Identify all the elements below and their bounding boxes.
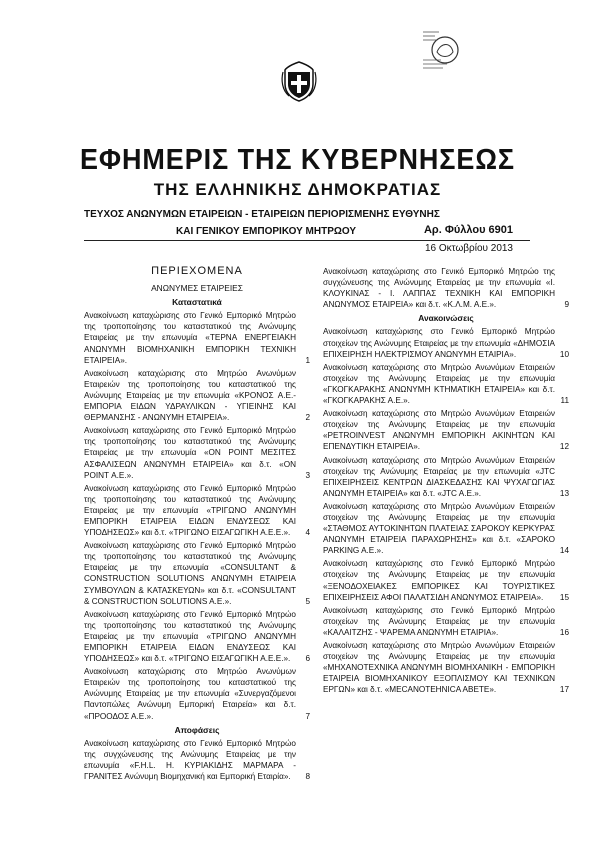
toc-entry-page: 9 (564, 300, 569, 310)
toc-entry-text: Ανακοίνωση καταχώρισης στο Γενικό Εμπορικό Μητρώο στοιχείων της Ανώνυμης Εταιρείας με την επωνυμία «ΚΑΛΑΙΤΖΗΣ - ΨΑΡΕΜΑ ΑΝΩΝΥΜΗ ΕΤΑΙΡΙΑ». (323, 605, 555, 637)
toc-entry[interactable] (84, 310, 310, 365)
toc-entry[interactable] (323, 501, 569, 556)
toc-entry-text: Ανακοίνωση καταχώρισης στο Μητρώο Ανωνύμων Εταιρειών στοιχείων της Ανώνυμης Εταιρείας με την επωνυμία «ΓΚΟΓΚΑΡΑΚΗΣ ΑΝΩΝΥΜΗ ΚΤΗΜΑΤΙΚΗ ΕΤΑΙΡΕΙΑ» και δ.τ. «ΓΚΟΓΚΑΡΑΚΗΣ Α.Ε.». (323, 362, 555, 406)
toc-entry-page: 17 (559, 685, 569, 695)
toc-entry-page: 11 (560, 396, 569, 406)
toc-entry[interactable] (323, 408, 569, 452)
toc-entry[interactable] (323, 605, 569, 638)
toc-group-heading: ΑΝΩΝΥΜΕΣ ΕΤΑΙΡΕΙΕΣ (151, 283, 243, 294)
toc-entry[interactable] (323, 326, 569, 359)
toc-entry-text: Ανακοίνωση καταχώρισης στο Μητρώο Ανωνύμων Εταιρειών της τροποποίησης του καταστατικού της Ανώνυμης Εταιρείας με την επωνυμία «ΚΡΟΝΟΣ Α.Ε.- ΕΜΠΟΡΙΑ ΕΙΔΩΝ ΥΔΡΑΥΛΙΚΩΝ - ΥΓΙΕΙΝΗΣ ΚΑΙ ΘΕΡΜΑΝΣΗΣ - ΑΝΩΝΥΜΗ ΕΤΑΙΡΕΙΑ». (84, 368, 296, 423)
toc-entry-text: Ανακοίνωση καταχώρισης στο Γενικό Εμπορικό Μητρώο στοιχείων της Ανώνυμης Εταιρείας με την επωνυμία «ΔΗΜΟΣΙΑ ΕΠΙΧΕΙΡΗΣΗ ΗΛΕΚΤΡΙΣΜΟΥ ΑΝΩΝΥΜΗ ΕΤΑΙΡΙΑ». (323, 327, 555, 359)
toc-section-heading: Ανακοινώσεις (418, 313, 474, 324)
series-line-2: ΚΑΙ ΓΕΝΙΚΟΥ ΕΜΠΟΡΙΚΟΥ ΜΗΤΡΩΟΥ (176, 226, 357, 237)
series-line-1: ΤΕΥΧΟΣ ΑΝΩΝΥΜΩΝ ΕΤΑΙΡΕΙΩΝ - ΕΤΑΙΡΕΙΩΝ ΠΕΡΙΟΡΙΣΜΕΝΗΣ ΕΥΘΥΝΗΣ (84, 209, 440, 220)
toc-entry-page: 13 (559, 488, 569, 498)
toc-entry-page: 2 (305, 413, 310, 423)
toc-entry-page: 10 (559, 349, 569, 359)
toc-entry-text: Ανακοίνωση καταχώρισης στο Γενικό Εμπορικό Μητρώο της τροποποίησης του καταστατικού της Ανώνυμης Εταιρείας με την επωνυμία «ΤΡΙΓΩΝΟ ΑΝΩΝΥΜΗ ΕΜΠΟΡΙΚΗ ΕΤΑΙΡΕΙΑ ΕΙΔΩΝ ΕΝΔΥΣΕΩΣ ΚΑΙ ΥΠΟΔΗΣΕΩΣ» και δ.τ. «ΤΡΙΓΩΝΟ ΕΙΣΑΓΩΓΙΚΗ Α.Ε.Ε.». (84, 609, 296, 664)
toc-column-right (323, 266, 569, 697)
toc-column-left (84, 266, 310, 784)
toc-entry[interactable] (84, 666, 310, 721)
toc-entry-text: Ανακοίνωση καταχώρισης στο Γενικό Εμπορικό Μητρώο της τροποποίησης του καταστατικού της Ανώνυμης Εταιρείας με την επωνυμία «ΤΕΡΝΑ ΕΝΕΡΓΕΙΑΚΗ ΑΝΩΝΥΜΗ ΒΙΟΜΗΧΑΝΙΚΗ ΕΜΠΟΡΙΚΗ ΤΕΧΝΙΚΗ ΕΤΑΙΡΕΙΑ». (84, 311, 296, 365)
toc-entry-page: 16 (559, 627, 569, 637)
toc-entry[interactable] (84, 425, 310, 480)
toc-entry-page: 15 (559, 592, 569, 602)
toc-entry-text: Ανακοίνωση καταχώρισης στο Μητρώο Ανωνύμων Εταιρειών στοιχείων της Ανώνυμης Εταιρείας με την επωνυμία «ΜΗΧΑΝΟΤΕΧΝΙΚΑ ΑΝΩΝΥΜΗ ΒΙΟΜΗΧΑΝΙΚΗ - ΕΜΠΟΡΙΚΗ ΕΤΑΙΡΕΙΑ ΒΙΟΜΗΧΑΝΙΚΟΥ ΕΞΟΠΛΙΣΜΟΥ ΚΑΙ ΤΕΧΝΙΚΩΝ ΕΡΓΩΝ» και δ.τ. «MECANOTEHNICA ABETE». (323, 641, 555, 695)
toc-entry-text: Ανακοίνωση καταχώρισης στο Μητρώο Ανωνύμων Εταιρειών στοιχείων της Ανώνυμης Εταιρείας με την επωνυμία «JTC ΕΠΙΧΕΙΡΗΣΕΙΣ ΚΕΝΤΡΩΝ ΔΙΑΣΚΕΔΑΣΗΣ ΚΑΙ ΨΥΧΑΓΩΓΙΑΣ ΑΝΩΝΥΜΗ ΕΤΑΙΡΕΙΑ» και δ.τ. «JTC A.E.». (323, 455, 555, 498)
toc-entry-page: 12 (559, 442, 569, 452)
toc-entry[interactable] (84, 609, 310, 664)
toc-entry-page: 7 (305, 711, 310, 721)
toc-entry-text: Ανακοίνωση καταχώρισης στο Γενικό Εμπορικό Μητρώο της τροποποίησης του καταστατικού της Ανώνυμης Εταιρείας με την επωνυμία «ΤΡΙΓΩΝΟ ΑΝΩΝΥΜΗ ΕΜΠΟΡΙΚΗ ΕΤΑΙΡΕΙΑ ΕΙΔΩΝ ΕΝΔΥΣΕΩΣ ΚΑΙ ΥΠΟΔΗΣΕΩΣ» και δ.τ. «ΤΡΙΓΩΝΟ ΕΙΣΑΓΩΓΙΚΗ Α.Ε.Ε.». (84, 483, 296, 538)
header-rule (84, 240, 530, 241)
toc-entry[interactable] (323, 362, 569, 406)
toc-entry[interactable] (323, 266, 569, 310)
toc-entry[interactable] (84, 738, 310, 782)
toc-entry-page: 4 (305, 528, 310, 538)
toc-entry-text: Ανακοίνωση καταχώρισης στο Γενικό Εμπορικό Μητρώο της τροποποίησης του καταστατικού της Ανώνυμης Εταιρείας με την επωνυμία «ON POINT ΜΕΣΙΤΕΣ ΑΣΦΑΛΙΣΕΩΝ ΑΝΩΝΥΜΗ ΕΤΑΙΡΕΙΑ» και δ.τ. «ON POINT Α.Ε.». (84, 426, 296, 480)
gazette-title: ΕΦΗΜΕΡΙΣ ΤΗΣ ΚΥΒΕΡΝΗΣΕΩΣ (79, 144, 516, 176)
toc-entry-page: 8 (305, 772, 310, 782)
coat-of-arms-emblem (279, 60, 319, 102)
toc-entry-page: 1 (305, 355, 310, 365)
toc-section-heading: Αποφάσεις (174, 724, 220, 735)
toc-entry[interactable] (84, 368, 310, 423)
toc-entry-text: Ανακοίνωση καταχώρισης στο Μητρώο Ανωνύμων Εταιρειών στοιχείων της Ανώνυμης Εταιρείας με την επωνυμία «PETROINVEST ΑΝΩΝΥΜΗ ΕΜΠΟΡΙΚΗ ΑΚΙΝΗΤΩΝ ΚΑΙ ΕΠΕΝΔΥΤΙΚΗ ΕΤΑΙΡΕΙΑ». (323, 409, 555, 452)
toc-heading: ΠΕΡΙΕΧΟΜΕΝΑ (151, 265, 243, 277)
toc-entry-text: Ανακοίνωση καταχώρισης στο Γενικό Εμπορικό Μητρώο της συγχώνευσης της Ανώνυμης Εταιρείας με την επωνυμία «F.H.L. Η. ΚΥΡΙΑΚΙΔΗΣ ΜΑΡΜΑΡΑ - ΓΡΑΝΙΤΕΣ Ανώνυμη Βιομηχανική και Εμπορική Εταιρία». (84, 738, 296, 782)
digital-signature-stamp (423, 26, 471, 76)
gazette-subtitle: ΤΗΣ ΕΛΛΗΝΙΚΗΣ ΔΗΜΟΚΡΑΤΙΑΣ (153, 180, 442, 199)
toc-entry-text: Ανακοίνωση καταχώρισης στο Γενικό Εμπορικό Μητρώο της τροποποίησης του καταστατικού της Ανώνυμης Εταιρείας με την επωνυμία «CONSULTANT & CONSTRUCTION SOLUTIONS ΑΝΩΝΥΜΗ ΕΤΑΙΡΕΙΑ ΣΥΜΒΟΥΛΩΝ & ΚΑΤΑΣΚΕΥΩΝ» και δ.τ. «CONSULTANT & CONSTRUCTION SOLUTIONS A.E.». (84, 541, 296, 606)
issue-number: Αρ. Φύλλου 6901 (423, 224, 513, 236)
toc-entry-text: Ανακοίνωση καταχώρισης στο Μητρώο Ανωνύμων Εταιρειών της τροποποίησης του καταστατικού της Ανώνυμης Εταιρείας με την επωνυμία «Συνεργαζόμενοι Παντοπώλες Ανώνυμη Εμπορική Εταιρεία» και δ.τ. «ΠΡΟΟΔΟΣ Α.Ε.». (84, 667, 296, 721)
toc-entry-text: Ανακοίνωση καταχώρισης στο Γενικό Εμπορικό Μητρώο στοιχείων της Ανώνυμης Εταιρείας με την επωνυμία «ΞΕΝΟΔΟΧΕΙΑΚΕΣ ΕΜΠΟΡΙΚΕΣ ΚΑΙ ΤΟΥΡΙΣΤΙΚΕΣ ΕΠΙΧΕΙΡΗΣΕΙΣ ΑΦΟΙ ΠΑΛΑΤΣΙΔΗ ΑΝΩΝΥΜΟΣ ΕΤΑΙΡΕΙΑ». (323, 559, 555, 602)
toc-entry-text: Ανακοίνωση καταχώρισης στο Μητρώο Ανωνύμων Εταιρειών στοιχείων της Ανώνυμης Εταιρείας με την επωνυμία «ΣΤΑΘΜΟΣ ΑΥΤΟΚΙΝΗΤΩΝ ΠΛΑΤΕΙΑΣ ΣΑΡΟΚΟΥ ΚΕΡΚΥΡΑΣ ΑΝΩΝΥΜΗ ΕΤΑΙΡΕΙΑ ΠΑΡΑΧΩΡΗΣΗΣ» και δ.τ. «ΣΑΡΟΚΟ PARKING A.E.». (323, 501, 555, 556)
toc-entry-text: Ανακοίνωση καταχώρισης στο Γενικό Εμπορικό Μητρώο της συγχώνευσης της Ανώνυμης Εταιρείας με την επωνυμία «Ι. ΚΛΟΥΚΙΝΑΣ - Ι. ΛΑΠΠΑΣ ΤΕΧΝΙΚΗ ΚΑΙ ΕΜΠΟΡΙΚΗ ΑΝΩΝΥΜΟΣ ΕΤΑΙΡΕΙΑ» και δ.τ. «Κ.Λ.Μ. Α.Ε.». (323, 267, 555, 310)
toc-section-heading: Καταστατικά (172, 297, 222, 308)
toc-entry[interactable] (323, 640, 569, 695)
issue-date: 16 Οκτωβρίου 2013 (424, 243, 513, 254)
toc-entry[interactable] (84, 540, 310, 607)
toc-entry-page: 6 (305, 654, 310, 664)
toc-entry-page: 3 (305, 470, 310, 480)
toc-entry[interactable] (323, 558, 569, 602)
toc-entry-page: 14 (559, 546, 569, 556)
toc-entry-page: 5 (305, 596, 310, 606)
toc-entry[interactable] (84, 483, 310, 538)
toc-entry[interactable] (323, 455, 569, 499)
